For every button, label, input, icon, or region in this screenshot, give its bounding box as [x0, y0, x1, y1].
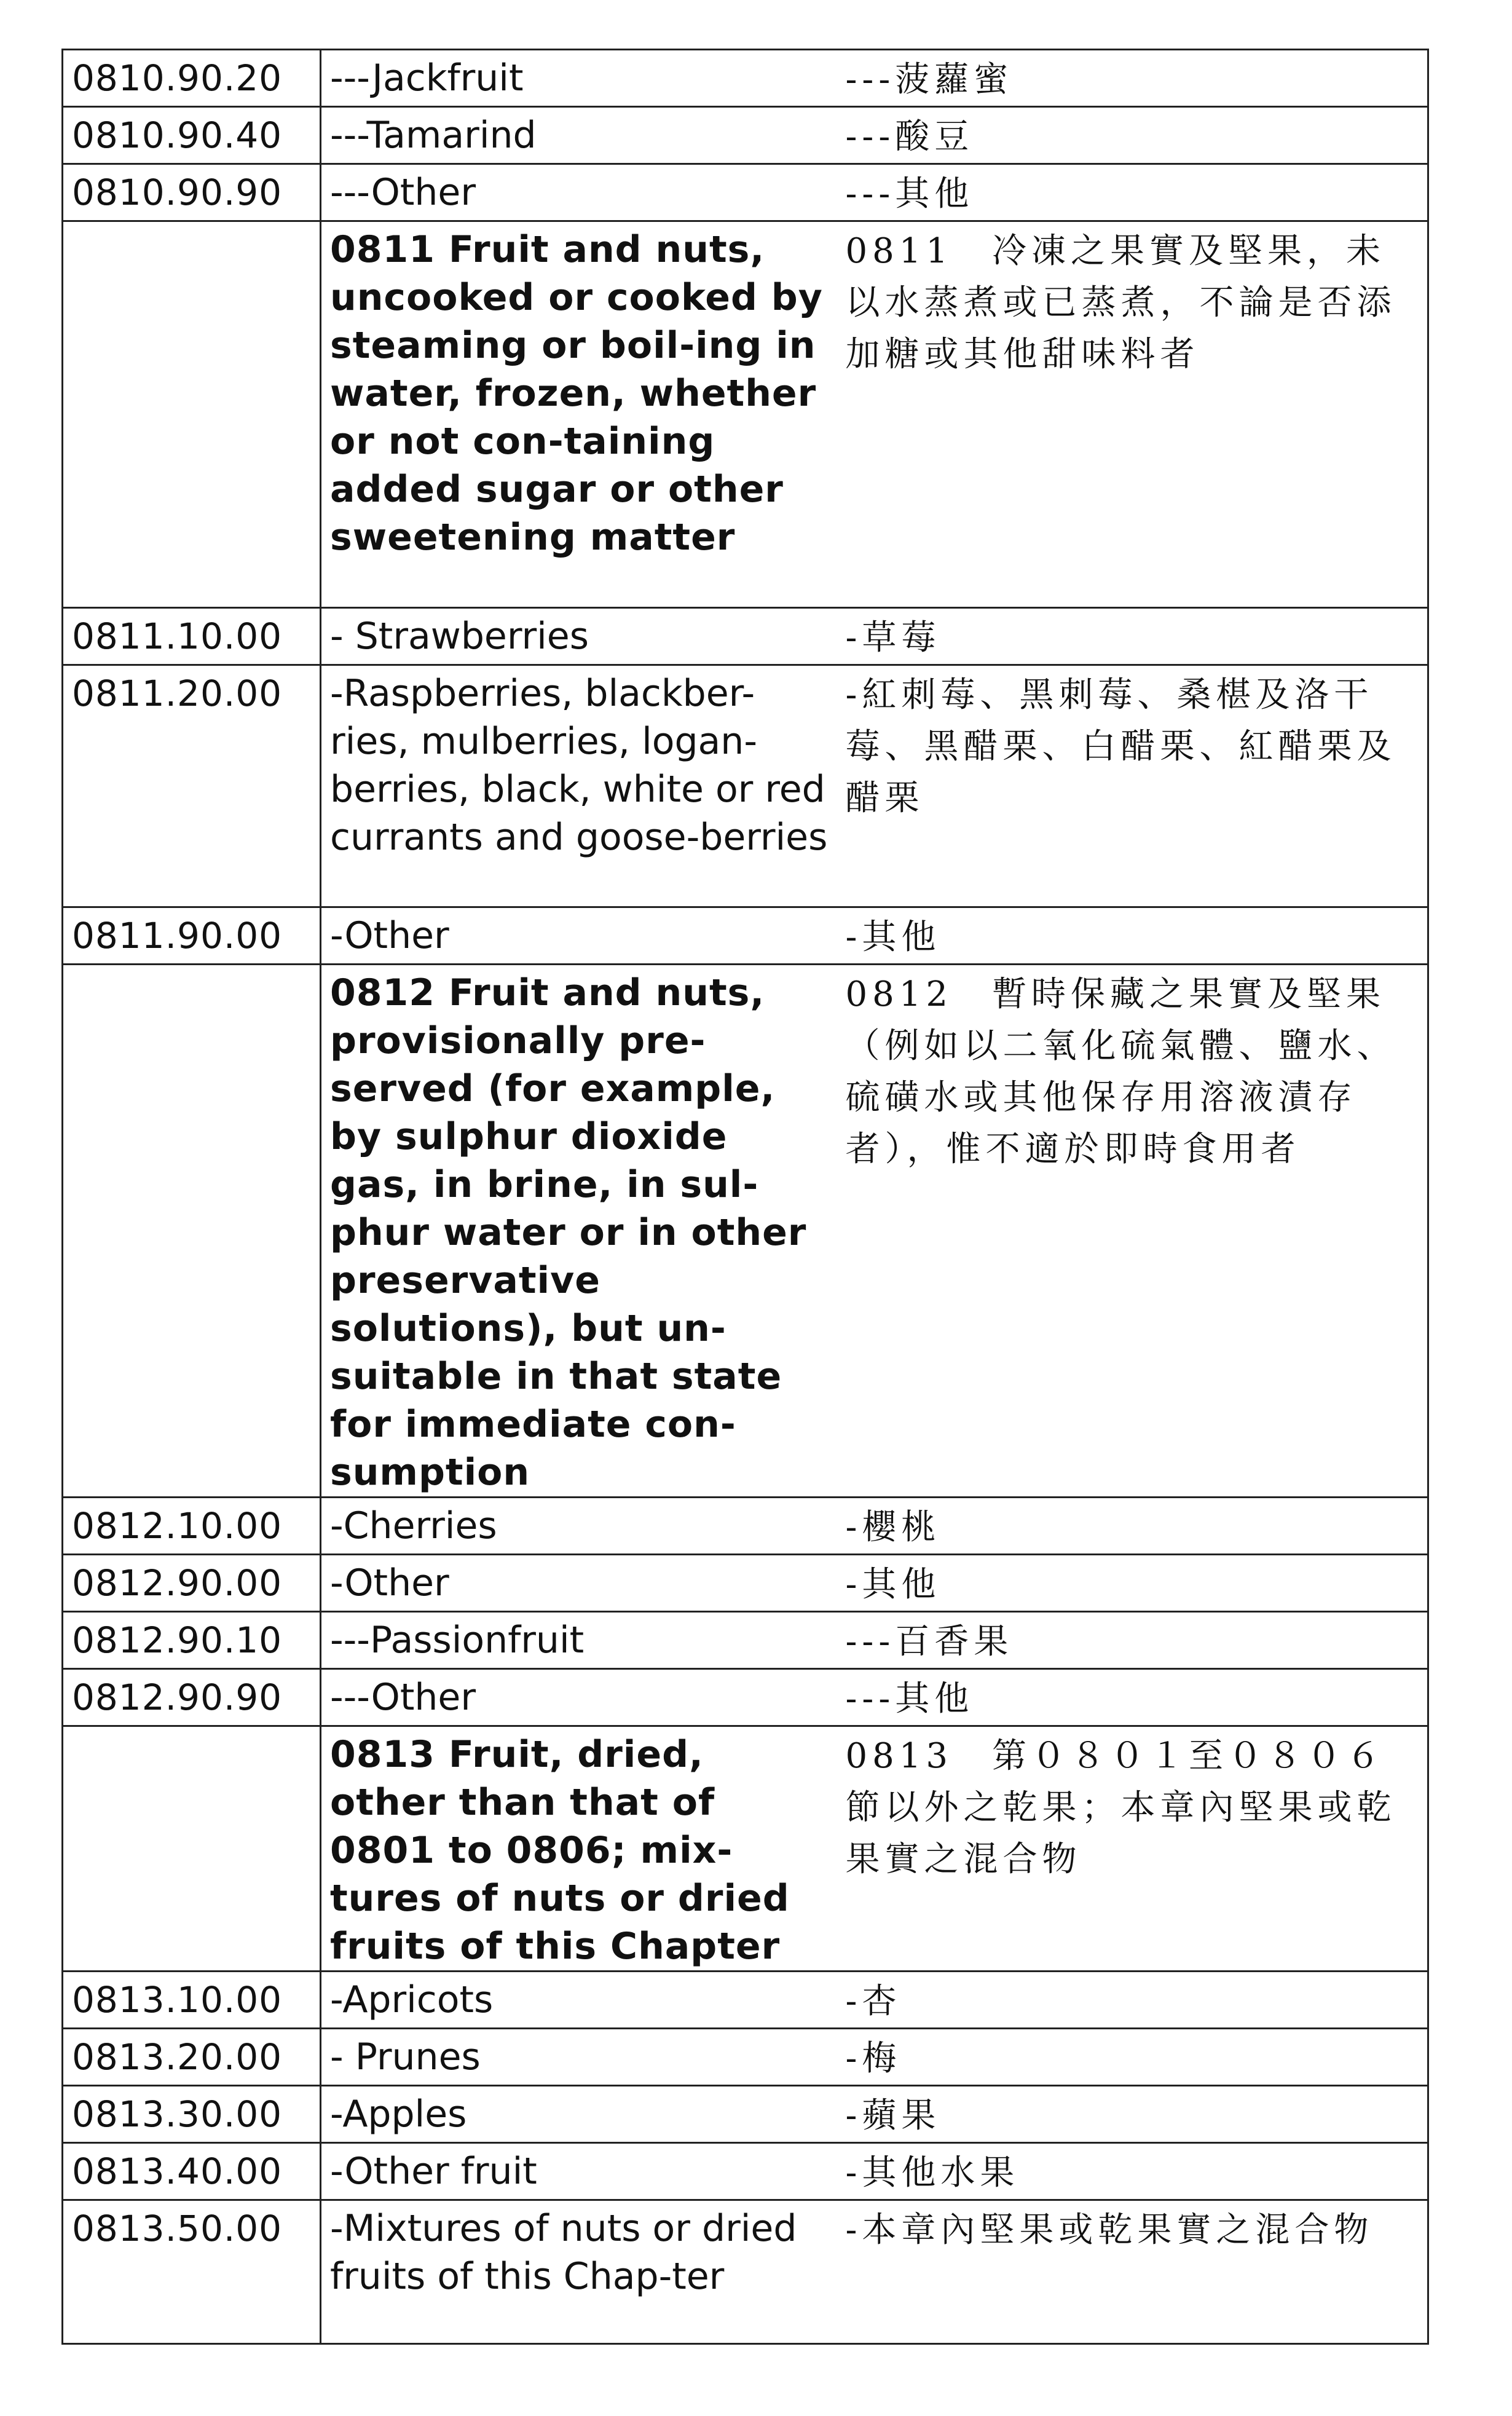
- table-row: [63, 2143, 1428, 2200]
- chinese-description-cell: -本章內堅果或乾果實之混合物: [837, 2200, 1428, 2344]
- english-description-cell: -Raspberries, blackber-ries, mulberries, logan-berries, black, white or red currants and goose-berries: [321, 665, 837, 907]
- english-description-cell: 0813 Fruit, dried, other than that of 0801 to 0806; mix-tures of nuts or dried fruits of this Chapter: [321, 1726, 837, 1972]
- chinese-description-cell: -草莓: [837, 608, 1428, 665]
- chinese-description-cell: 0811 冷凍之果實及堅果，未以水蒸煮或已蒸煮，不論是否添加糖或其他甜味料者: [837, 221, 1428, 608]
- chinese-description-cell: ---其他: [837, 1669, 1428, 1726]
- table-row: [63, 1555, 1428, 1612]
- english-description-cell: -Other fruit: [321, 2143, 837, 2200]
- english-description-cell: - Strawberries: [321, 608, 837, 665]
- chinese-description-cell: ---其他: [837, 164, 1428, 221]
- english-description-cell: ---Tamarind: [321, 107, 837, 164]
- english-description-cell: ---Other: [321, 1669, 837, 1726]
- table-row: [63, 107, 1428, 164]
- chinese-description-cell: 0813 第０８０１至０８０６節以外之乾果；本章內堅果或乾果實之混合物: [837, 1726, 1428, 1972]
- heading-row: [63, 1726, 1428, 1972]
- tariff-code-cell: 0813.50.00: [63, 2200, 321, 2344]
- heading-row: [63, 221, 1428, 608]
- english-description-cell: -Apples: [321, 2086, 837, 2143]
- tariff-code-cell: 0813.30.00: [63, 2086, 321, 2143]
- tariff-code-cell: 0811.10.00: [63, 608, 321, 665]
- table-row: [63, 608, 1428, 665]
- chinese-description-cell: -紅刺莓、黑刺莓、桑椹及洛干莓、黑醋栗、白醋栗、紅醋栗及醋栗: [837, 665, 1428, 907]
- chinese-description-cell: -蘋果: [837, 2086, 1428, 2143]
- table-row: [63, 1612, 1428, 1669]
- chinese-description-cell: -其他: [837, 1555, 1428, 1612]
- tariff-code-cell: 0812.90.90: [63, 1669, 321, 1726]
- table-row: [63, 2200, 1428, 2344]
- tariff-table: [61, 49, 1429, 2345]
- tariff-code-cell: 0812.10.00: [63, 1498, 321, 1555]
- english-description-cell: ---Jackfruit: [321, 50, 837, 107]
- chinese-description-cell: ---百香果: [837, 1612, 1428, 1669]
- english-description-cell: - Prunes: [321, 2029, 837, 2086]
- tariff-code-cell: [63, 965, 321, 1498]
- tariff-code-cell: 0813.10.00: [63, 1972, 321, 2029]
- chinese-description-cell: -杏: [837, 1972, 1428, 2029]
- chinese-description-cell: ---菠蘿蜜: [837, 50, 1428, 107]
- tariff-code-cell: 0813.20.00: [63, 2029, 321, 2086]
- tariff-table-body: [63, 50, 1428, 2344]
- tariff-code-cell: 0812.90.10: [63, 1612, 321, 1669]
- chinese-description-cell: -梅: [837, 2029, 1428, 2086]
- tariff-code-cell: 0812.90.00: [63, 1555, 321, 1612]
- english-description-cell: -Other: [321, 1555, 837, 1612]
- table-row: [63, 665, 1428, 907]
- tariff-code-cell: [63, 221, 321, 608]
- english-description-cell: -Apricots: [321, 1972, 837, 2029]
- chinese-description-cell: 0812 暫時保藏之果實及堅果（例如以二氧化硫氣體、鹽水、硫磺水或其他保存用溶液漬存者），惟不適於即時食用者: [837, 965, 1428, 1498]
- tariff-code-cell: 0813.40.00: [63, 2143, 321, 2200]
- table-row: [63, 50, 1428, 107]
- english-description-cell: -Mixtures of nuts or dried fruits of this Chap-ter: [321, 2200, 837, 2344]
- english-description-cell: -Cherries: [321, 1498, 837, 1555]
- heading-row: [63, 965, 1428, 1498]
- chinese-description-cell: -其他: [837, 907, 1428, 965]
- table-row: [63, 1972, 1428, 2029]
- english-description-cell: ---Passionfruit: [321, 1612, 837, 1669]
- table-row: [63, 1498, 1428, 1555]
- english-description-cell: ---Other: [321, 164, 837, 221]
- tariff-code-cell: [63, 1726, 321, 1972]
- table-row: [63, 2086, 1428, 2143]
- chinese-description-cell: -其他水果: [837, 2143, 1428, 2200]
- tariff-code-cell: 0810.90.20: [63, 50, 321, 107]
- english-description-cell: 0812 Fruit and nuts, provisionally pre-served (for example, by sulphur dioxide gas, in brine, in sul-phur water or in other preservative solutions), but un-suitable in that state for immediate con-sumption: [321, 965, 837, 1498]
- english-description-cell: -Other: [321, 907, 837, 965]
- table-row: [63, 1669, 1428, 1726]
- table-row: [63, 164, 1428, 221]
- chinese-description-cell: ---酸豆: [837, 107, 1428, 164]
- tariff-code-cell: 0811.90.00: [63, 907, 321, 965]
- tariff-code-cell: 0810.90.40: [63, 107, 321, 164]
- tariff-code-cell: 0810.90.90: [63, 164, 321, 221]
- chinese-description-cell: -櫻桃: [837, 1498, 1428, 1555]
- english-description-cell: 0811 Fruit and nuts, uncooked or cooked by steaming or boil-ing in water, frozen, whether or not con-taining added sugar or other sweetening matter: [321, 221, 837, 608]
- tariff-code-cell: 0811.20.00: [63, 665, 321, 907]
- table-row: [63, 907, 1428, 965]
- table-row: [63, 2029, 1428, 2086]
